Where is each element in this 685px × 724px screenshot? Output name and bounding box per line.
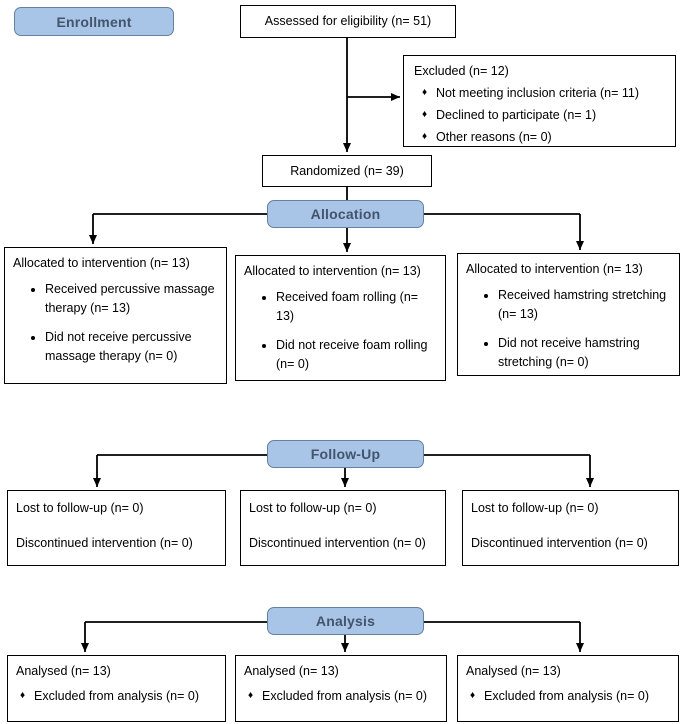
allocation-item: • Received percussive massage therapy (n= 13) bbox=[45, 280, 220, 318]
allocation-badge: Allocation bbox=[267, 200, 424, 228]
excluded-list bbox=[422, 83, 665, 149]
allocation-item: • Did not receive foam rolling (n= 0) bbox=[276, 336, 439, 374]
allocation-list bbox=[45, 280, 220, 366]
lost-to-followup-text: Lost to follow-up (n= 0) bbox=[471, 501, 599, 515]
excluded-title: Excluded (n= 12) bbox=[414, 64, 509, 78]
analysis-list bbox=[470, 688, 670, 706]
allocation-item: • Received hamstring stretching (n= 13) bbox=[498, 286, 673, 324]
followup-badge: Follow-Up bbox=[267, 440, 424, 468]
discontinued-text: Discontinued intervention (n= 0) bbox=[471, 535, 648, 550]
analysis-badge: Analysis bbox=[267, 607, 424, 635]
allocation-box-1 bbox=[4, 247, 227, 384]
analysed-text: Analysed (n= 13) bbox=[244, 664, 339, 678]
randomized-text: Randomized (n= 39) bbox=[290, 163, 404, 178]
lost-to-followup-text: Lost to follow-up (n= 0) bbox=[16, 501, 144, 515]
randomized-box bbox=[262, 155, 432, 187]
allocation-item: • Did not receive percussive massage therapy (n= 0) bbox=[45, 328, 220, 366]
excluded-item: ♦ Other reasons (n= 0) bbox=[422, 127, 665, 149]
assessed-eligibility-text: Assessed for eligibility (n= 51) bbox=[264, 14, 432, 29]
allocation-title: Allocated to intervention (n= 13) bbox=[13, 256, 190, 270]
analysis-item: ♦ Excluded from analysis (n= 0) bbox=[470, 688, 670, 706]
analysis-box-2 bbox=[235, 655, 447, 722]
enrollment-badge: Enrollment bbox=[14, 7, 174, 36]
allocation-box-3 bbox=[457, 253, 680, 376]
allocation-list bbox=[498, 286, 673, 372]
assessed-eligibility-box bbox=[240, 5, 456, 38]
analysis-item: ♦ Excluded from analysis (n= 0) bbox=[248, 688, 438, 706]
allocation-item: • Received foam rolling (n= 13) bbox=[276, 288, 439, 326]
analysis-box-3 bbox=[457, 655, 679, 722]
lost-to-followup-text: Lost to follow-up (n= 0) bbox=[249, 501, 377, 515]
allocation-title: Allocated to intervention (n= 13) bbox=[466, 262, 643, 276]
excluded-item: ♦ Not meeting inclusion criteria (n= 11) bbox=[422, 83, 665, 105]
followup-box-2 bbox=[240, 490, 446, 566]
allocation-item: • Did not receive hamstring stretching (n= 0) bbox=[498, 334, 673, 372]
followup-box-1 bbox=[7, 490, 226, 566]
analysis-list bbox=[20, 688, 217, 706]
followup-box-3 bbox=[462, 490, 679, 566]
allocation-box-2 bbox=[235, 255, 446, 381]
analysed-text: Analysed (n= 13) bbox=[16, 664, 111, 678]
analysis-box-1 bbox=[7, 655, 226, 722]
excluded-box bbox=[403, 55, 676, 147]
discontinued-text: Discontinued intervention (n= 0) bbox=[16, 535, 193, 550]
allocation-title: Allocated to intervention (n= 13) bbox=[244, 264, 421, 278]
analysed-text: Analysed (n= 13) bbox=[466, 664, 561, 678]
discontinued-text: Discontinued intervention (n= 0) bbox=[249, 535, 426, 550]
excluded-item: ♦ Declined to participate (n= 1) bbox=[422, 105, 665, 127]
allocation-list bbox=[276, 288, 439, 374]
analysis-list bbox=[248, 688, 438, 706]
analysis-item: ♦ Excluded from analysis (n= 0) bbox=[20, 688, 217, 706]
